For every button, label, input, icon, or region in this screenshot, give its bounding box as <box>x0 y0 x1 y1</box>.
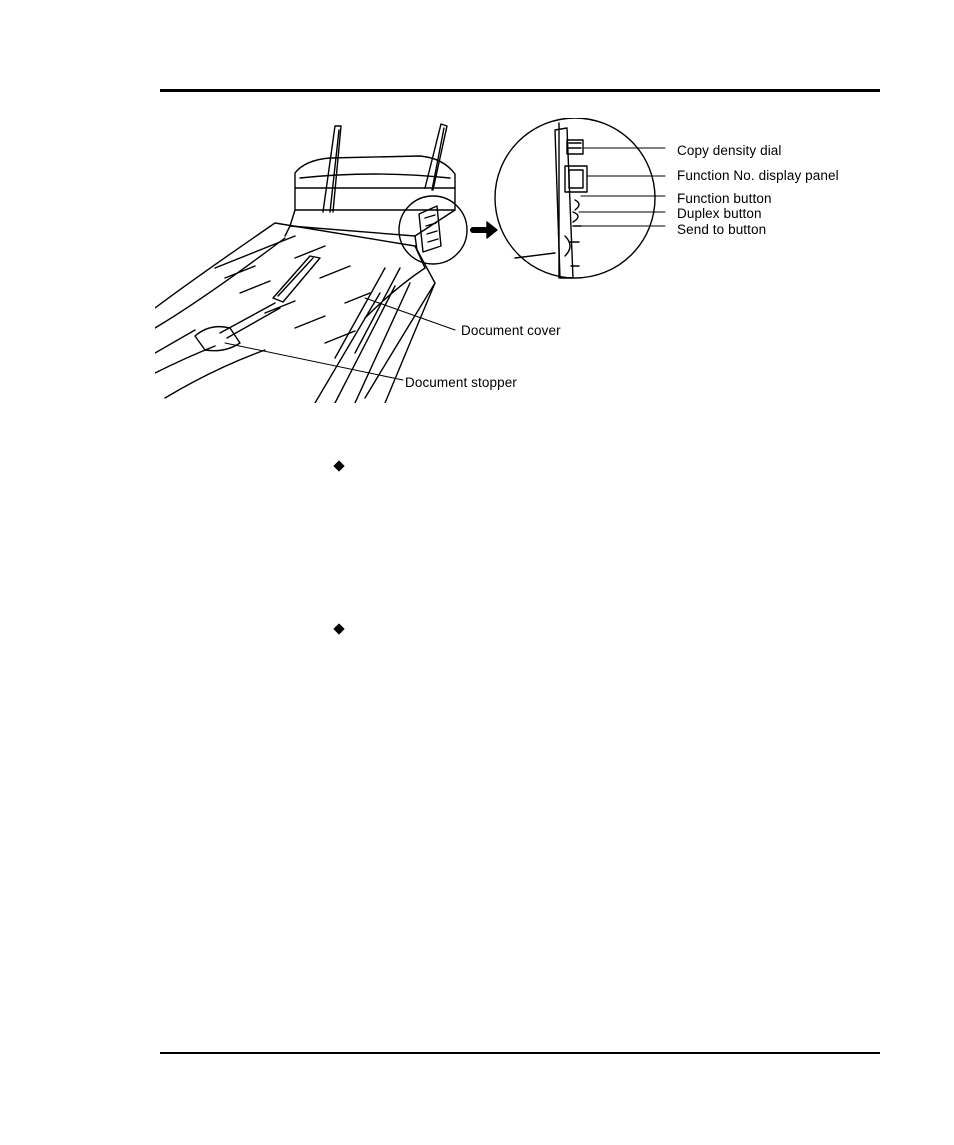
label-function-no-display-panel: Function No. display panel <box>677 168 839 183</box>
diamond-bullet-icon <box>334 624 346 636</box>
label-function-button: Function button <box>677 191 772 206</box>
label-document-stopper: Document stopper <box>405 375 517 390</box>
scanner-drawing <box>155 118 895 403</box>
label-send-to-button: Send to button <box>677 222 767 237</box>
label-duplex-button: Duplex button <box>677 206 762 221</box>
label-copy-density-dial: Copy density dial <box>677 143 782 158</box>
header-rule <box>160 89 880 92</box>
label-document-cover: Document cover <box>461 323 561 338</box>
footer-rule <box>160 1052 880 1054</box>
diamond-bullet-icon <box>334 461 346 473</box>
scanner-illustration <box>155 118 895 403</box>
